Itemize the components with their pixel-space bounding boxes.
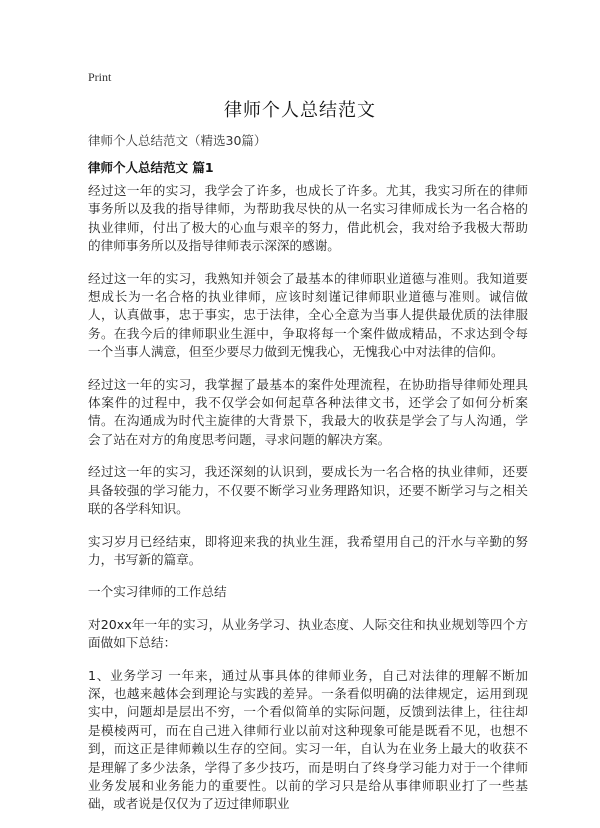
paragraph: 1、业务学习 一年来，通过从事具体的律师业务，自己对法律的理解不断加深，也越来越体会到理论与实践的差异。一条看似明确的法律规定，运用到现实中，问题却是层出不穷，一个看似简单的实际问题，反馈到法律上，往往却是模棱两可，而在自己进入律师行业以前对这种现象可能是既看不见，也想不到，而这正是律师赖以生存的空间。实习一年，自认为在业务上最大的收获不是理解了多少法条，学得了多少技巧，而是明白了终身学习能力对于一个律师业务发展和业务能力的重要性。以前的学习只是给从事律师职业打了一些基础，或者说是仅仅为了迈过律师职业 <box>88 667 528 812</box>
paragraph: 对20xx年一年的实习，从业务学习、执业态度、人际交往和执业规划等四个方面做如下总结： <box>88 616 528 651</box>
document-body <box>88 182 528 828</box>
paragraph: 经过这一年的实习，我熟知并领会了最基本的律师职业道德与准则。我知道要想成长为一名合格的执业律师，应该时刻谨记律师职业道德与准则。诚信做人，认真做事，忠于事实，忠于法律，全心全意为当事人提供最优质的法律服务。在我今后的律师职业生涯中，争取将每一个案件做成精品，不求达到令每一个当事人满意，但至少要尽力做到无愧我心，无愧我心中对法律的信仰。 <box>88 270 528 360</box>
subsection-title: 一个实习律师的工作总结 <box>88 584 227 600</box>
paragraph: 经过这一年的实习，我学会了许多，也成长了许多。尤其，我实习所在的律师事务所以及我的指导律师，为帮助我尽快的从一名实习律师成长为一名合格的执业律师，付出了极大的心血与艰辛的努力，借此机会，我对给予我极大帮助的律师事务所以及指导律师表示深深的感谢。 <box>88 183 528 254</box>
document-subtitle: 律师个人总结范文（精选30篇） <box>88 133 267 148</box>
paragraph: 实习岁月已经结束，即将迎来我的执业生涯，我希望用自己的汗水与辛勤的努力，书写新的篇章。 <box>88 533 528 567</box>
paragraph: 经过这一年的实习，我还深刻的认识到，要成长为一名合格的执业律师，还要具备较强的学习能力，不仅要不断学习业务理路知识，还要不断学习与之相关联的各学科知识。 <box>88 464 528 517</box>
paragraph: 经过这一年的实习，我掌握了最基本的案件处理流程，在协助指导律师处理具体案件的过程中，我不仅学会如何起草各种法律文书，还学会了如何分析案情。在沟通成为时代主旋律的大背景下，我最大的收获是学会了与人沟通，学会了站在对方的角度思考问题，寻求问题的解决方案。 <box>88 376 528 447</box>
print-label: Print <box>88 70 112 84</box>
document-title: 律师个人总结范文 <box>224 100 376 121</box>
section-heading: 律师个人总结范文 篇1 <box>88 160 214 175</box>
